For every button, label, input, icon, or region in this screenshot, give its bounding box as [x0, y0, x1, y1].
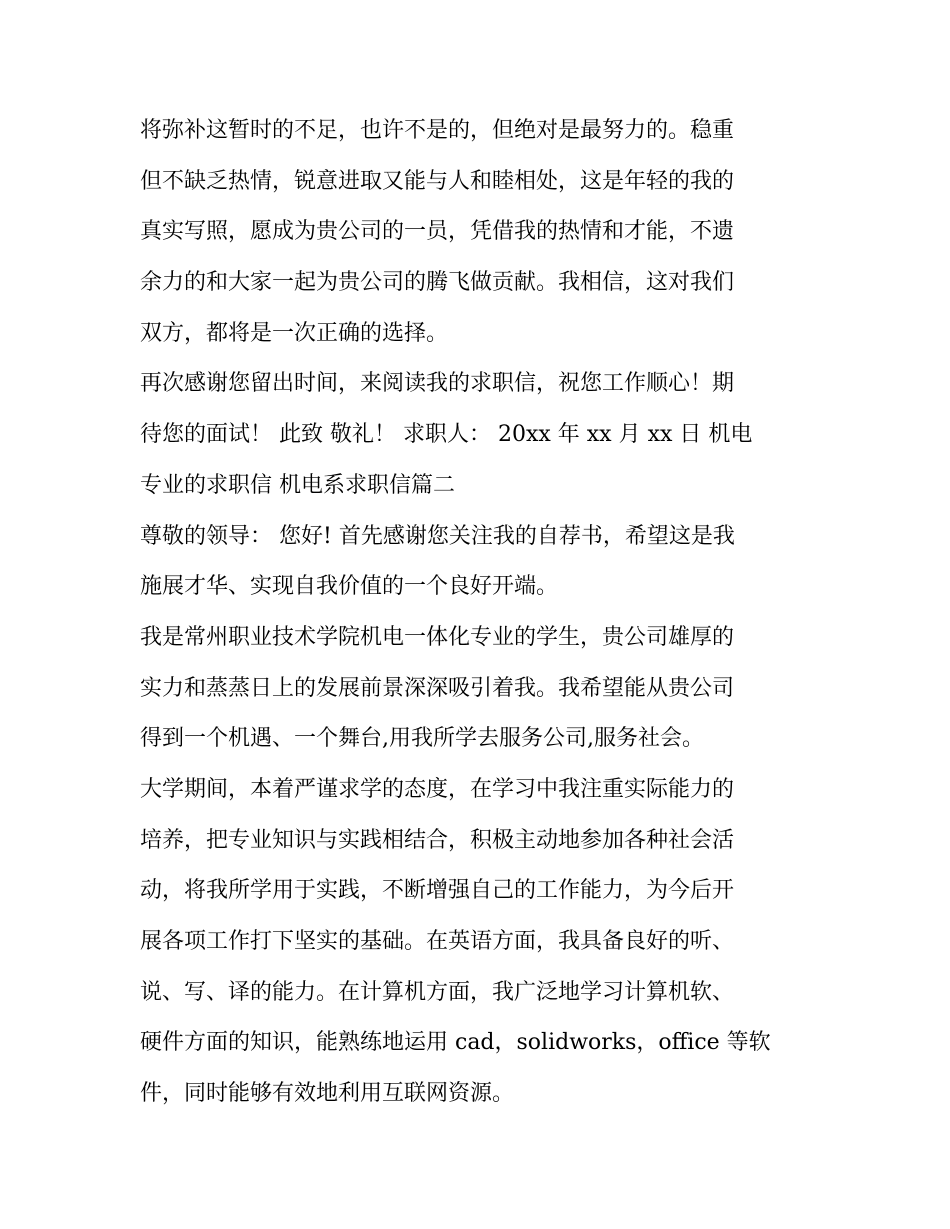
paragraph-university-experience — [140, 765, 812, 1120]
paragraph-greeting — [140, 512, 812, 613]
text-line: 培养，把专业知识与实践相结合，积极主动地参加各种社会活 — [140, 827, 735, 853]
text-line: 双方，都将是一次正确的选择。 — [140, 320, 449, 346]
text-line: 大学期间，本着严谨求学的态度，在学习中我注重实际能力的 — [140, 776, 735, 802]
text-line: 但不缺乏热情，锐意进取又能与人和睦相处，这是年轻的我的 — [140, 168, 735, 194]
text-line: 硬件方面的知识，能熟练地运用 cad，solidworks，office 等软 — [140, 1030, 771, 1056]
text-line: 施展才华、实现自我价值的一个良好开端。 — [140, 574, 559, 600]
text-line: 将弥补这暂时的不足，也许不是的，但绝对是最努力的。稳重 — [140, 118, 735, 143]
paragraph-closing-statement — [140, 106, 812, 359]
text-line: 余力的和大家一起为贵公司的腾飞做贡献。我相信，这对我们 — [140, 270, 735, 296]
text-line: 得到一个机遇、一个舞台,用我所学去服务公司,服务社会。 — [140, 726, 704, 752]
text-line: 真实写照，愿成为贵公司的一员，凭借我的热情和才能，不遗 — [140, 219, 735, 245]
text-line: 尊敬的领导： 您好! 首先感谢您关注我的自荐书，希望这是我 — [140, 523, 735, 549]
text-line: 实力和蒸蒸日上的发展前景深深吸引着我。我希望能从贵公司 — [140, 675, 735, 701]
paragraph-thanks-signature — [140, 359, 812, 511]
text-line: 待您的面试！ 此致 敬礼！ 求职人： 20xx 年 xx 月 xx 日 机电 — [140, 422, 753, 448]
text-line: 说、写、译的能力。在计算机方面，我广泛地学习计算机软、 — [140, 979, 735, 1005]
text-line: 专业的求职信 机电系求职信篇二 — [140, 472, 455, 498]
paragraph-introduction — [140, 613, 812, 765]
text-line: 件，同时能够有效地利用互联网资源。 — [140, 1081, 515, 1107]
text-line: 我是常州职业技术学院机电一体化专业的学生，贵公司雄厚的 — [140, 624, 735, 650]
text-line: 再次感谢您留出时间，来阅读我的求职信，祝您工作顺心！期 — [140, 371, 735, 397]
text-line: 动，将我所学用于实践，不断增强自己的工作能力，为今后开 — [140, 878, 735, 904]
document-body — [140, 106, 812, 1120]
text-line: 展各项工作打下坚实的基础。在英语方面，我具备良好的听、 — [140, 929, 735, 954]
